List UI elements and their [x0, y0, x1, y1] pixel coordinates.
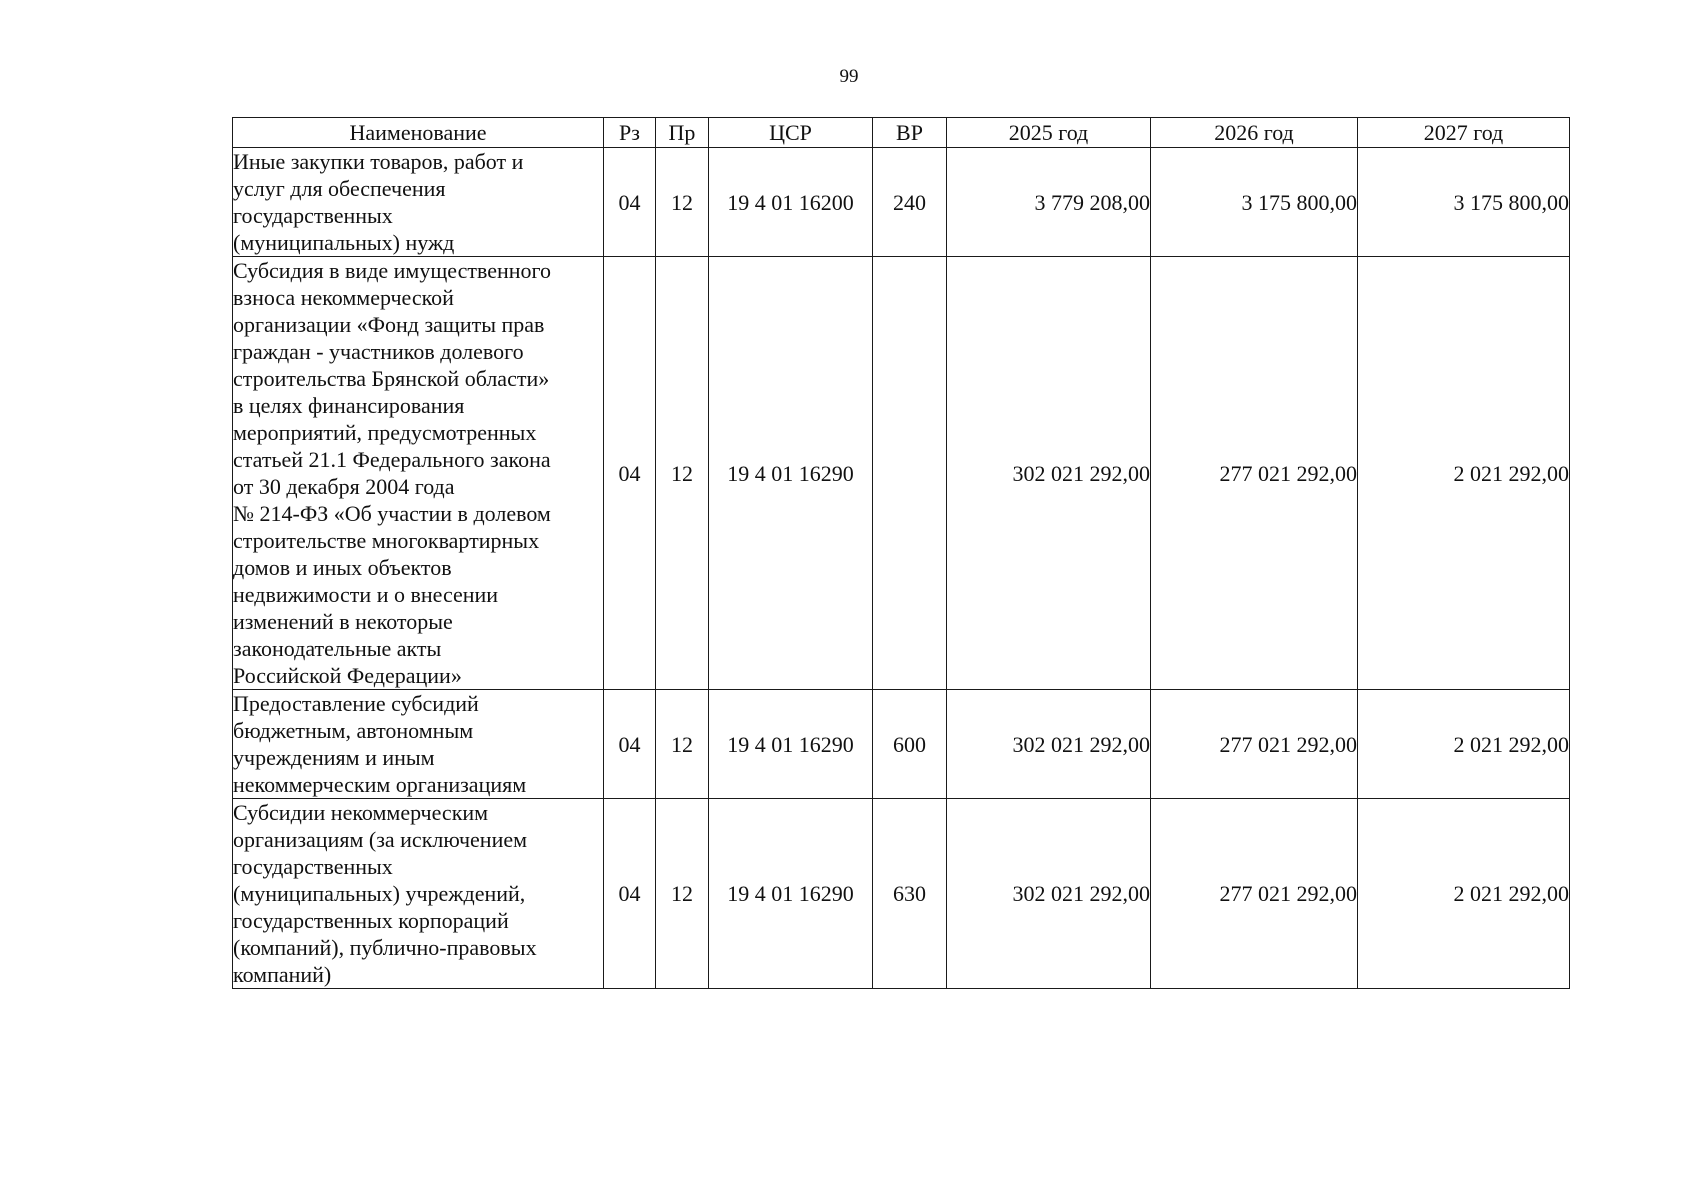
row-csr: 19 4 01 16290	[709, 257, 873, 690]
header-rz: Рз	[604, 118, 656, 148]
row-amount-2027: 2 021 292,00	[1358, 799, 1570, 989]
table-row	[233, 257, 1570, 690]
row-vr: 240	[873, 148, 947, 257]
header-2026: 2026 год	[1151, 118, 1358, 148]
row-vr: 630	[873, 799, 947, 989]
row-vr: 600	[873, 690, 947, 799]
header-2027: 2027 год	[1358, 118, 1570, 148]
row-amount-2025: 3 779 208,00	[947, 148, 1151, 257]
header-2025: 2025 год	[947, 118, 1151, 148]
header-row	[233, 118, 1570, 148]
row-amount-2026: 277 021 292,00	[1151, 257, 1358, 690]
row-amount-2026: 277 021 292,00	[1151, 690, 1358, 799]
row-amount-2025: 302 021 292,00	[947, 690, 1151, 799]
row-rz: 04	[604, 799, 656, 989]
row-amount-2027: 2 021 292,00	[1358, 257, 1570, 690]
row-amount-2025: 302 021 292,00	[947, 257, 1151, 690]
row-csr: 19 4 01 16200	[709, 148, 873, 257]
header-name: Наименование	[233, 118, 604, 148]
row-rz: 04	[604, 257, 656, 690]
row-amount-2027: 3 175 800,00	[1358, 148, 1570, 257]
row-csr: 19 4 01 16290	[709, 690, 873, 799]
row-pr: 12	[656, 799, 709, 989]
row-name: Субсидия в виде имущественного взноса некоммерческой организации «Фонд защиты прав граждан - участников долевого строительства Брянской области» в целях финансирования мероприятий, предусмотренных статьей 21.1 Федерального закона от 30 декабря 2004 года № 214-ФЗ «Об участии в долевом строительстве многоквартирных домов и иных объектов недвижимости и о внесении изменений в некоторые законодательные акты Российской Федерации»	[233, 257, 604, 690]
row-csr: 19 4 01 16290	[709, 799, 873, 989]
table-row	[233, 690, 1570, 799]
row-name: Предоставление субсидий бюджетным, автономным учреждениям и иным некоммерческим организациям	[233, 690, 604, 799]
row-name: Иные закупки товаров, работ и услуг для обеспечения государственных (муниципальных) нужд	[233, 148, 604, 257]
row-amount-2027: 2 021 292,00	[1358, 690, 1570, 799]
row-pr: 12	[656, 148, 709, 257]
row-rz: 04	[604, 690, 656, 799]
row-amount-2026: 3 175 800,00	[1151, 148, 1358, 257]
row-pr: 12	[656, 690, 709, 799]
row-rz: 04	[604, 148, 656, 257]
header-vr: ВР	[873, 118, 947, 148]
row-amount-2025: 302 021 292,00	[947, 799, 1151, 989]
table-row	[233, 148, 1570, 257]
page-number: 99	[839, 66, 859, 87]
header-pr: Пр	[656, 118, 709, 148]
table-row	[233, 799, 1570, 989]
row-name: Субсидии некоммерческим организациям (за исключением государственных (муниципальных) учреждений, государственных корпораций (компаний), публично-правовых компаний)	[233, 799, 604, 989]
row-amount-2026: 277 021 292,00	[1151, 799, 1358, 989]
row-vr	[873, 257, 947, 690]
row-pr: 12	[656, 257, 709, 690]
header-csr: ЦСР	[709, 118, 873, 148]
budget-table	[232, 117, 1570, 989]
